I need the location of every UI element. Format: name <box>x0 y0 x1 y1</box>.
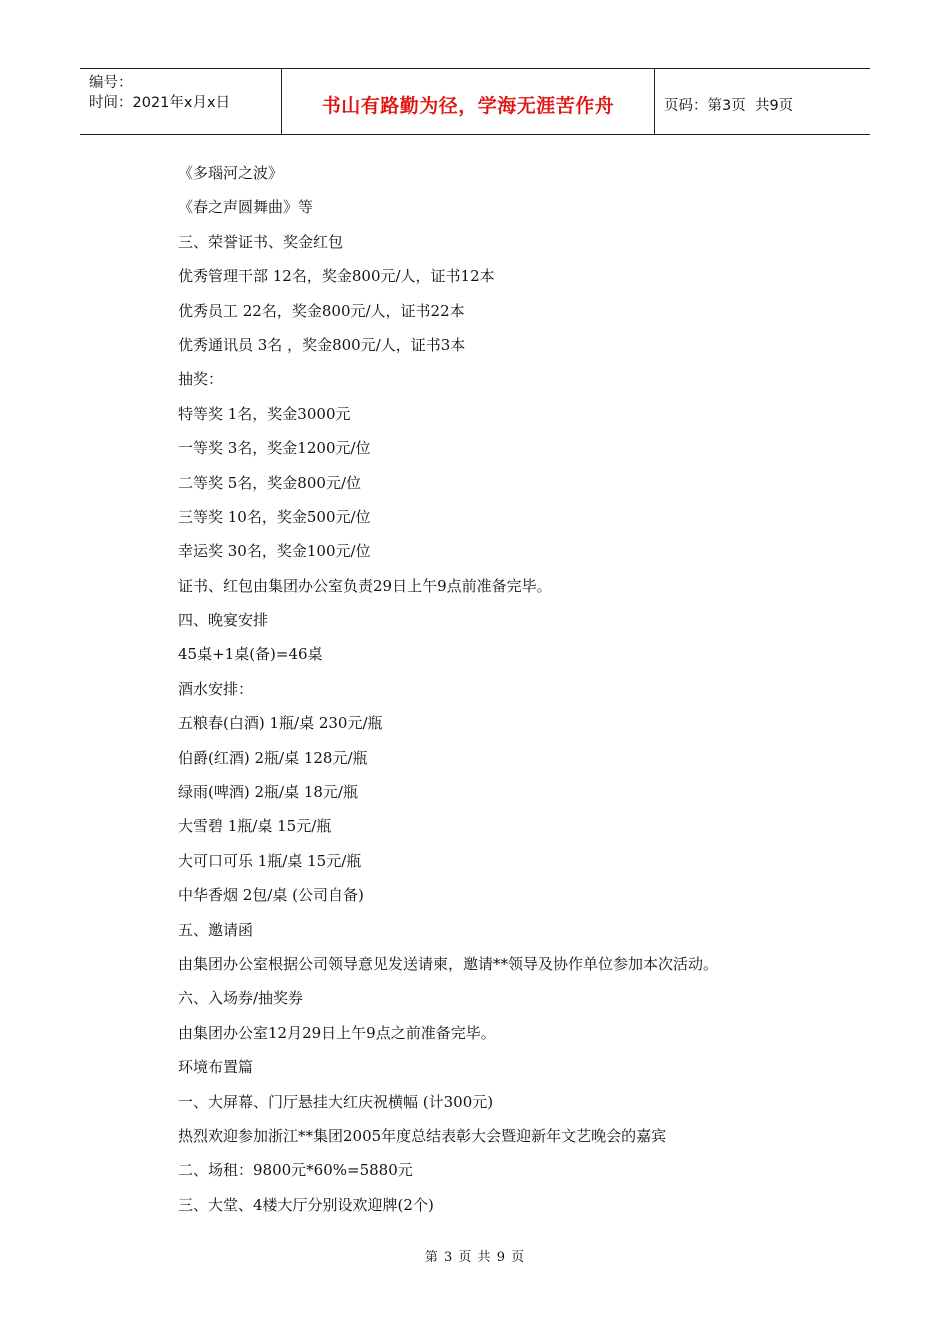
section-heading: 三、荣誉证书、奖金红包 <box>178 232 344 251</box>
body-line: 优秀通讯员 3名 ，奖金800元/人，证书3本 <box>178 335 466 354</box>
document-number-label: 编号： <box>89 75 133 91</box>
body-line: 三、大堂、4楼大厅分别设欢迎牌(2个) <box>178 1195 434 1214</box>
body-line: 五粮春(白酒) 1瓶/桌 230元/瓶 <box>178 714 383 733</box>
header-page-label: 页码：第3页 共9页 <box>664 98 794 114</box>
body-line: 《多瑙河之波》 <box>178 164 284 182</box>
body-line: 二等奖 5名，奖金800元/位 <box>178 473 361 492</box>
body-line: 45桌+1桌(备)=46桌 <box>178 645 323 664</box>
body-line: 抽奖： <box>178 370 224 389</box>
body-line: 热烈欢迎参加浙江**集团2005年度总结表彰大会暨迎新年文艺晚会的嘉宾 <box>178 1126 667 1145</box>
body-line: 优秀员工 22名，奖金800元/人，证书22本 <box>178 301 465 320</box>
body-line: 一、大屏幕、门厅悬挂大红庆祝横幅 (计300元) <box>178 1092 494 1111</box>
body-line: 三等奖 10名，奖金500元/位 <box>178 507 371 526</box>
body-line: 二、场租：9800元*60%=5880元 <box>178 1161 413 1180</box>
document-time-label: 时间：2021年x月x日 <box>89 95 231 111</box>
body-line: 由集团办公室12月29日上午9点之前准备完毕。 <box>178 1023 496 1042</box>
body-line: 一等奖 3名，奖金1200元/位 <box>178 439 371 458</box>
header-motto: 书山有路勤为径，学海无涯苦作舟 <box>321 95 615 117</box>
section-heading: 六、入场券/抽奖券 <box>178 989 304 1008</box>
section-heading: 五、邀请函 <box>178 920 254 939</box>
header-meta-cell <box>80 69 282 134</box>
body-line: 特等奖 1名，奖金3000元 <box>178 404 351 423</box>
document-header <box>80 68 870 135</box>
body-line: 酒水安排： <box>178 679 254 698</box>
body-line: 由集团办公室根据公司领导意见发送请柬，邀请**领导及协作单位参加本次活动。 <box>178 954 719 973</box>
body-line: 证书、红包由集团办公室负责29日上午9点前准备完毕。 <box>178 576 552 595</box>
document-body <box>178 156 868 1222</box>
page-footer: 第 3 页 共 9 页 <box>424 1250 526 1265</box>
body-line: 伯爵(红酒) 2瓶/桌 128元/瓶 <box>178 748 368 767</box>
header-motto-cell <box>282 69 655 134</box>
body-line: 《春之声圆舞曲》等 <box>178 198 314 217</box>
body-line: 优秀管理干部 12名，奖金800元/人，证书12本 <box>178 267 495 286</box>
section-heading: 四、晚宴安排 <box>178 611 269 630</box>
body-line: 大可口可乐 1瓶/桌 15元/瓶 <box>178 851 362 870</box>
body-line: 绿雨(啤酒) 2瓶/桌 18元/瓶 <box>178 783 358 802</box>
body-line: 中华香烟 2包/桌 (公司自备) <box>178 886 364 905</box>
section-heading: 环境布置篇 <box>178 1058 254 1077</box>
header-page-cell <box>655 69 870 134</box>
body-line: 幸运奖 30名，奖金100元/位 <box>178 542 371 561</box>
body-line: 大雪碧 1瓶/桌 15元/瓶 <box>178 817 332 836</box>
